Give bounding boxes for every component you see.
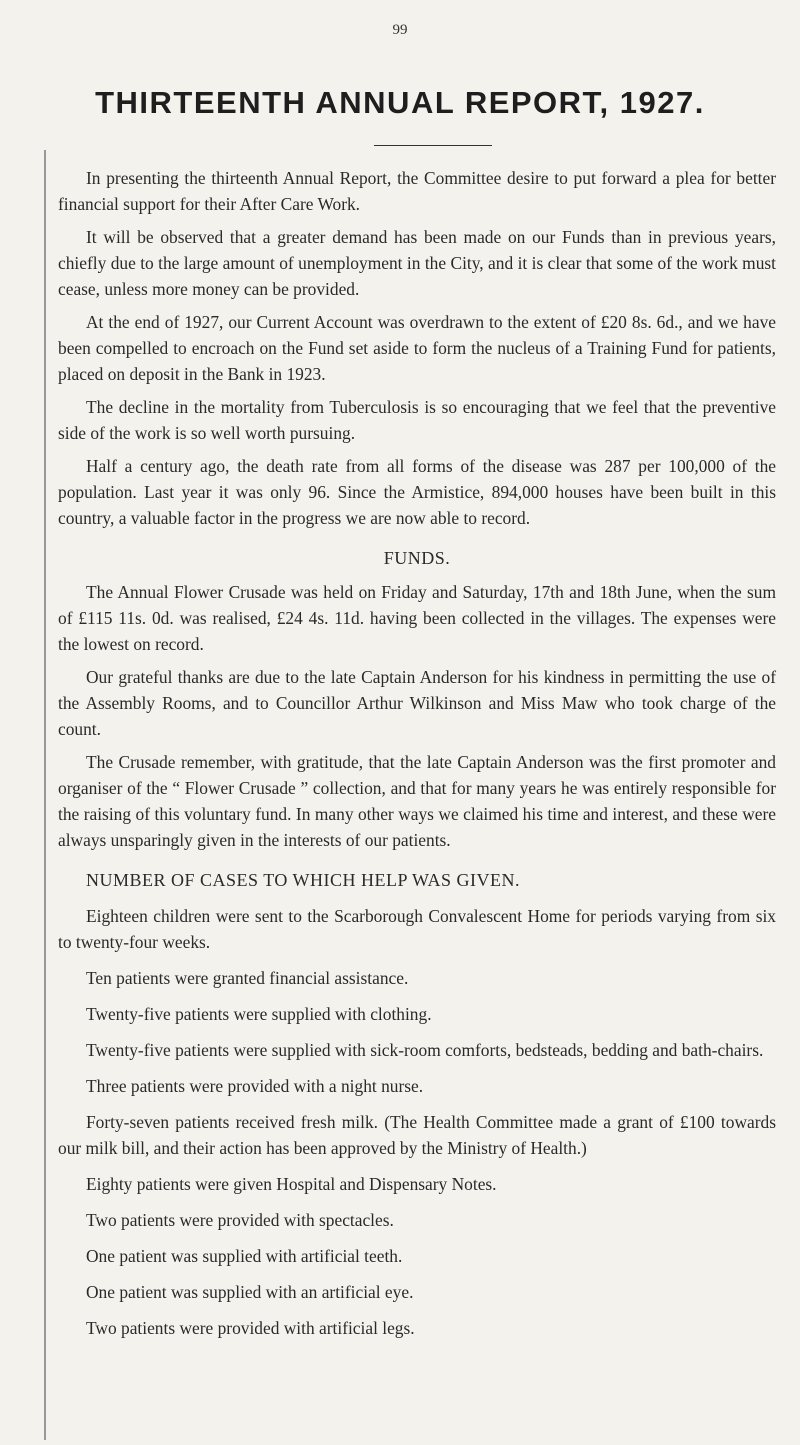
intro-paragraph: It will be observed that a greater demand has been made on our Funds than in previous years, chiefly due to the large amount of unemployment in the City, and it is clear that some of the work must cease, unless more money can be provided. bbox=[58, 227, 776, 299]
cases-item: Eighty patients were given Hospital and Dispensary Notes. bbox=[86, 1174, 497, 1194]
report-body bbox=[58, 165, 776, 1351]
cases-heading: NUMBER OF CASES TO WHICH HELP WAS GIVEN. bbox=[86, 870, 521, 890]
cases-item: Two patients were provided with spectacles. bbox=[86, 1210, 394, 1230]
cases-item: One patient was supplied with artificial teeth. bbox=[86, 1246, 403, 1266]
funds-paragraph: Our grateful thanks are due to the late Captain Anderson for his kindness in permitting the use of the Assembly Rooms, and to Councillor Arthur Wilkinson and Miss Maw who took charge of the count. bbox=[58, 667, 776, 739]
cases-item: Forty-seven patients received fresh milk. (The Health Committee made a grant of £100 towards our milk bill, and their action has been approved by the Ministry of Health.) bbox=[58, 1112, 776, 1158]
page-margin-line bbox=[44, 150, 46, 1440]
intro-paragraph: The decline in the mortality from Tuberculosis is so encouraging that we feel that the preventive side of the work is so well worth pursuing. bbox=[58, 397, 776, 443]
intro-paragraph: In presenting the thirteenth Annual Report, the Committee desire to put forward a plea for better financial support for their After Care Work. bbox=[58, 168, 776, 214]
cases-item: Two patients were provided with artificial legs. bbox=[86, 1318, 415, 1338]
funds-heading: FUNDS. bbox=[383, 548, 451, 568]
funds-paragraph: The Annual Flower Crusade was held on Friday and Saturday, 17th and 18th June, when the sum of £115 11s. 0d. was realised, £24 4s. 11d. having been collected in the villages. The expenses were the lowest on record. bbox=[58, 582, 776, 654]
title-divider bbox=[374, 145, 492, 146]
cases-item: Eighteen children were sent to the Scarborough Convalescent Home for periods varying from six to twenty-four weeks. bbox=[58, 906, 776, 952]
cases-item: Twenty-five patients were supplied with sick-room comforts, bedsteads, bedding and bath-chairs. bbox=[86, 1040, 764, 1060]
cases-item: Three patients were provided with a night nurse. bbox=[86, 1076, 424, 1096]
funds-paragraph: The Crusade remember, with gratitude, that the late Captain Anderson was the first promoter and organiser of the “ Flower Crusade ” collection, and that for many years he was entirely responsible for the raising of this voluntary fund. In many other ways we claimed his time and interest, and these were always unsparingly given in the interests of our patients. bbox=[58, 752, 776, 850]
cases-item: Ten patients were granted financial assistance. bbox=[86, 968, 409, 988]
cases-item: Twenty-five patients were supplied with clothing. bbox=[86, 1004, 432, 1024]
intro-paragraph: At the end of 1927, our Current Account was overdrawn to the extent of £20 8s. 6d., and we have been compelled to encroach on the Fund set aside to form the nucleus of a Training Fund for patients, placed on deposit in the Bank in 1923. bbox=[58, 312, 776, 384]
intro-section bbox=[58, 165, 776, 531]
funds-section bbox=[58, 545, 776, 853]
page-title: THIRTEENTH ANNUAL REPORT, 1927. bbox=[95, 85, 705, 120]
page-number: 99 bbox=[392, 22, 408, 38]
cases-section bbox=[58, 867, 776, 1341]
cases-item: One patient was supplied with an artificial eye. bbox=[86, 1282, 414, 1302]
intro-paragraph: Half a century ago, the death rate from all forms of the disease was 287 per 100,000 of the population. Last year it was only 96. Since the Armistice, 894,000 houses have been built in this country, a valuable factor in the progress we are now able to record. bbox=[58, 456, 776, 528]
